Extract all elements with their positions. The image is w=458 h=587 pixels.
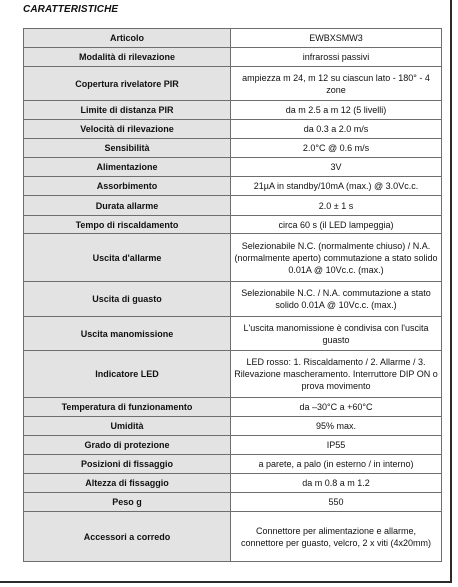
row-value: 3V [231,158,442,177]
table-row [24,120,442,139]
row-value: circa 60 s (il LED lampeggia) [231,216,442,234]
row-value: LED rosso: 1. Riscaldamento / 2. Allarme / 3. Rilevazione mascheramento. Interruttore DIP ON o prova movimento [231,351,442,398]
table-row [24,196,442,216]
row-value: EWBXSMW3 [231,29,442,48]
specifications-table [23,28,442,562]
table-row [24,417,442,436]
row-label: Grado di protezione [24,436,231,455]
row-value: IP55 [231,436,442,455]
row-value: da m 0.8 a m 1.2 [231,474,442,493]
row-value: ampiezza m 24, m 12 su ciascun lato - 180° - 4 zone [231,67,442,101]
table-row [24,493,442,512]
row-value: 21µA in standby/10mA (max.) @ 3.0Vc.c. [231,177,442,196]
row-label: Indicatore LED [24,351,231,398]
row-label: Uscita d'allarme [24,234,231,282]
row-label: Umidità [24,417,231,436]
row-label: Peso g [24,493,231,512]
row-label: Accessori a corredo [24,512,231,562]
row-label: Assorbimento [24,177,231,196]
row-value: da m 2.5 a m 12 (5 livelli) [231,101,442,120]
table-row [24,139,442,158]
row-value: Connettore per alimentazione e allarme, connettore per guasto, velcro, 2 x viti (4x20mm) [231,512,442,562]
table-row [24,512,442,562]
table-row [24,29,442,48]
table-row [24,436,442,455]
table-row [24,455,442,474]
table-row [24,282,442,317]
row-label: Uscita di guasto [24,282,231,317]
row-label: Velocità di rilevazione [24,120,231,139]
row-label: Uscita manomissione [24,317,231,351]
table-row [24,158,442,177]
table-row [24,317,442,351]
row-label: Alimentazione [24,158,231,177]
row-label: Copertura rivelatore PIR [24,67,231,101]
row-value: 550 [231,493,442,512]
table-row [24,351,442,398]
row-value: da –30°C a +60°C [231,398,442,417]
table-row [24,398,442,417]
row-value: a parete, a palo (in esterno / in interno) [231,455,442,474]
row-value: infrarossi passivi [231,48,442,67]
row-value: da 0.3 a 2.0 m/s [231,120,442,139]
table-row [24,177,442,196]
row-value: 95% max. [231,417,442,436]
row-label: Posizioni di fissaggio [24,455,231,474]
table-row [24,474,442,493]
row-label: Articolo [24,29,231,48]
row-value: L'uscita manomissione è condivisa con l'uscita guasto [231,317,442,351]
row-value: 2.0°C @ 0.6 m/s [231,139,442,158]
row-label: Tempo di riscaldamento [24,216,231,234]
table-row [24,101,442,120]
row-value: Selezionabile N.C. / N.A. commutazione a stato solido 0.01A @ 10Vc.c. (max.) [231,282,442,317]
section-title: CARATTERISTICHE [23,4,119,15]
row-label: Altezza di fissaggio [24,474,231,493]
row-value: Selezionabile N.C. (normalmente chiuso) / N.A. (normalmente aperto) commutazione a stato solido 0.01A @ 10Vc.c. (max.) [231,234,442,282]
table-row [24,216,442,234]
row-label: Temperatura di funzionamento [24,398,231,417]
row-label: Durata allarme [24,196,231,216]
table-row [24,48,442,67]
row-label: Limite di distanza PIR [24,101,231,120]
table-row [24,234,442,282]
row-label: Sensibilità [24,139,231,158]
row-value: 2.0 ± 1 s [231,196,442,216]
row-label: Modalità di rilevazione [24,48,231,67]
table-row [24,67,442,101]
